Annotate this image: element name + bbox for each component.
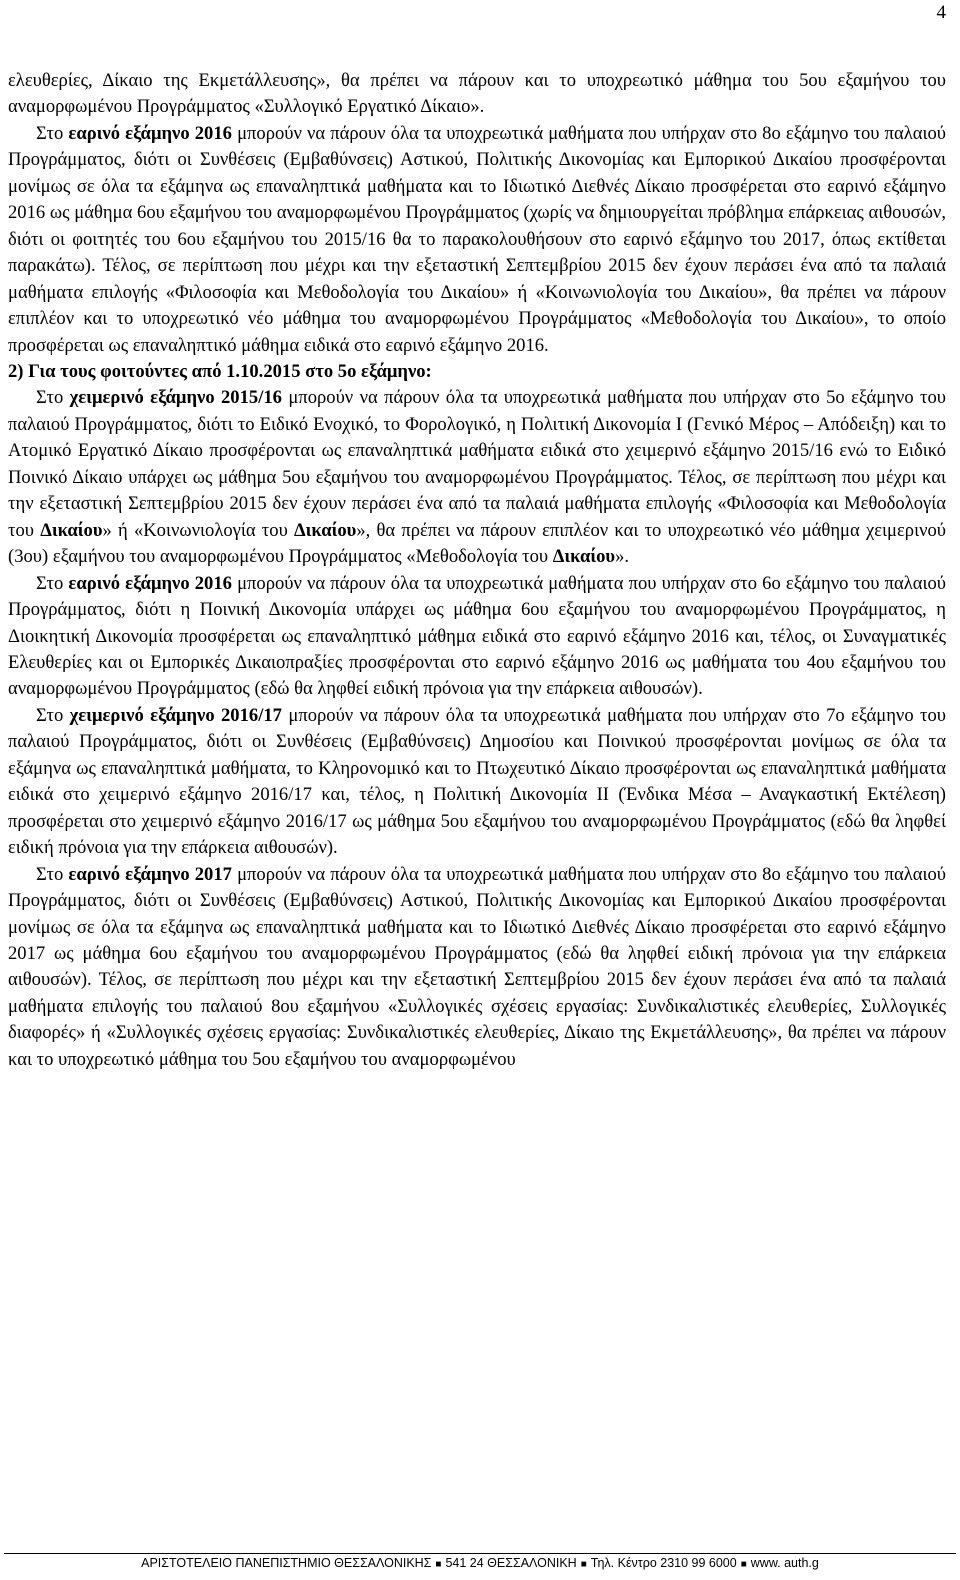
bold-text: Δικαίου [552, 546, 616, 568]
text-run: Στο [36, 863, 69, 885]
paragraph [8, 121, 946, 359]
paragraph [8, 385, 946, 570]
footer-website: www. auth.g [750, 1556, 819, 1570]
text-run: μπορούν να πάρουν όλα τα υποχρεωτικά μαθήματα που υπήρχαν στο 6ο εξάμηνο του παλαιού Προγράμματος, διότι η Ποινική Δικονομία υπάρχει ως μάθημα 6ου εξαμήνου του αναμορφωμένου Προγράμματος, η Διοικητική Δικονομία προσφέρεται ως επαναληπτικό μάθημα ειδικά στο εαρινό εξάμηνο 2016 και, τέλος, οι Συναγματικές Ελευθερίες και οι Εμπορικές Δικαιοπραξίες προσφέρονται στο εαρινό εξάμηνο 2016 ως μαθήματα του 4ου εξαμήνου του αναμορφωμένου Προγράμματος (εδώ θα ληφθεί ειδική πρόνοια για την επάρκεια αιθουσών). [8, 572, 947, 700]
bold-text: χειμερινό εξάμηνο 2015/16 [69, 387, 282, 409]
page-number: 4 [936, 2, 946, 23]
footer-university: ΑΡΙΣΤΟΤΕΛΕΙΟ ΠΑΝΕΠΙΣΤΗΜΙΟ ΘΕΣΣΑΛΟΝΙΚΗΣ [141, 1556, 432, 1570]
square-bullet-icon: ■ [740, 1559, 747, 1570]
bold-text: Δικαίου [294, 519, 357, 541]
square-bullet-icon: ■ [580, 1559, 587, 1570]
document-body [8, 68, 946, 1073]
section-1-paragraphs [8, 68, 946, 359]
bold-text: Δικαίου [40, 519, 103, 541]
bold-text: χειμερινό εξάμηνο 2016/17 [69, 704, 282, 726]
text-run: Στο [36, 387, 70, 409]
text-run: μπορούν να πάρουν όλα τα υποχρεωτικά μαθήματα που υπήρχαν στο 7ο εξάμηνο του παλαιού Προγράμματος, διότι οι Συνθέσεις (Εμβαθύνσεις) Δημοσίου και Ποινικού προσφέρονται μονίμως σε όλα τα εξάμηνα ως επαναληπτικά μαθήματα, το Κληρονομικό και το Πτωχευτικό Δίκαιο προσφέρονται ως επαναληπτικά μαθήματα ειδικά στο χειμερινό εξάμηνο 2016/17 και, τέλος, η Πολιτική Δικονομία ΙΙ (Ένδικα Μέσα – Αναγκαστική Εκτέλεση) προσφέρεται στο χειμερινό εξάμηνο 2016/17 ως μάθημα 5ου εξαμήνου του αναμορφωμένου Προγράμματος (εδώ θα ληφθεί ειδική πρόνοια για την επάρκεια αιθουσών). [8, 704, 946, 859]
text-run: μπορούν να πάρουν όλα τα υποχρεωτικά μαθήματα που υπήρχαν στο 5ο εξάμηνο του παλαιού Προγράμματος, διότι το Ειδικό Ενοχικό, το Φορολογικό, η Πολιτική Δικονομία Ι (Γενικό Μέρος – Απόδειξη) και το Ατομικό Εργατικό Δίκαιο προσφέρονται ως επαναληπτικά μαθήματα ειδικά στο χειμερινό εξάμηνο 2015/16 ενώ το Ειδικό Ποινικό Δίκαιο υπάρχει ως μάθημα 5ου εξαμήνου του αναμορφωμένου Προγράμματος. Τέλος, σε περίπτωση που μέχρι και την εξεταστική Σεπτεμβρίου 2015 δεν έχουν περάσει ένα από τα παλαιά μαθήματα επιλογής «Φιλοσοφία και Μεθοδολογία του [8, 387, 946, 541]
text-run: Στο [36, 572, 69, 594]
text-run: μπορούν να πάρουν όλα τα υποχρεωτικά μαθήματα που υπήρχαν στο 8ο εξάμηνο του παλαιού Προγράμματος, διότι οι Συνθέσεις (Εμβαθύνσεις) Αστικού, Πολιτικής Δικονομίας και Εμπορικού Δικαίου προσφέρονται μονίμως σε όλα τα εξάμηνα ως επαναληπτικά μαθήματα και το Ιδιωτικό Διεθνές Δίκαιο προσφέρεται στο εαρινό εξάμηνο 2016 ως μάθημα 6ου εξαμήνου του αναμορφωμένου Προγράμματος (χωρίς να δημιουργείται πρόβλημα επάρκειας αιθουσών, διότι οι φοιτητές του 6ου εξαμήνου του 2015/16 θα το παρακολουθήσουν στο εαρινό εξάμηνο του 2017, όπως εκτίθεται παρακάτω). Τέλος, σε περίπτωση που μέχρι και την εξεταστική Σεπτεμβρίου 2015 δεν έχουν περάσει ένα από τα παλαιά μαθήματα επιλογής «Φιλοσοφία και Μεθοδολογία του Δικαίου» ή «Κοινωνιολογία του Δικαίου», θα πρέπει να πάρουν επιπλέον και το υποχρεωτικό νέο μάθημα του αναμορφωμένου Προγράμματος «Μεθοδολογία του Δικαίου», το οποίο προσφέρεται ως επαναληπτικό μάθημα ειδικά στο εαρινό εξάμηνο 2016. [8, 122, 947, 356]
text-run: ». [615, 546, 630, 568]
paragraph [8, 703, 946, 862]
square-bullet-icon: ■ [435, 1559, 442, 1570]
text-run: » ή «Κοινωνιολογία του [102, 519, 294, 541]
bold-text: εαρινό εξάμηνο 2016 [68, 122, 232, 144]
text-run: ελευθερίες, Δίκαιο της Εκμετάλλευσης», θα πρέπει να πάρουν και το υποχρεωτικό μάθημα του 5ου εξαμήνου του αναμορφωμένου Προγράμματος «Συλλογικό Εργατικό Δίκαιο». [8, 70, 946, 118]
text-run: Στο [36, 122, 69, 144]
bold-text: εαρινό εξάμηνο 2017 [68, 863, 232, 885]
paragraph [8, 571, 946, 703]
section-2-paragraphs [8, 385, 946, 1073]
footer-divider [4, 1553, 956, 1554]
paragraph [8, 862, 946, 1074]
page-footer [0, 1556, 960, 1570]
section-heading: 2) Για τους φοιτούντες από 1.10.2015 στο 5ο εξάμηνο: [8, 360, 432, 382]
text-run: μπορούν να πάρουν όλα τα υποχρεωτικά μαθήματα που υπήρχαν στο 8ο εξάμηνο του παλαιού Προγράμματος, διότι οι Συνθέσεις (Εμβαθύνσεις) Αστικού, Πολιτικής Δικονομίας και Εμπορικού Δικαίου προσφέρονται μονίμως σε όλα τα εξάμηνα ως επαναληπτικά μαθήματα και το Ιδιωτικό Διεθνές Δίκαιο προσφέρεται στο εαρινό εξάμηνο 2017 ως μάθημα 6ου εξαμήνου του αναμορφωμένου Προγράμματος (εδώ θα ληφθεί ειδική πρόνοια για την επάρκεια αιθουσών). Τέλος, σε περίπτωση που μέχρι και την εξεταστική Σεπτεμβρίου 2015 δεν έχουν περάσει ένα από τα παλαιά μαθήματα επιλογής του παλαιού 8ου εξαμήνου «Συλλογικές σχέσεις εργασίας: Συνδικαλιστικές ελευθερίες, Συλλογικές διαφορές» ή «Συλλογικές σχέσεις εργασίας: Συνδικαλιστικές ελευθερίες, Δίκαιο της Εκμετάλλευσης», θα πρέπει να πάρουν και το υποχρεωτικό μάθημα του 5ου εξαμήνου του αναμορφωμένου [8, 863, 947, 1070]
bold-text: εαρινό εξάμηνο 2016 [68, 572, 232, 594]
text-run: Στο [36, 704, 70, 726]
footer-postal-address: 541 24 ΘΕΣΣΑΛΟΝΙΚΗ [445, 1556, 577, 1570]
paragraph [8, 68, 946, 121]
text-run: », θα πρέπει να πάρουν επιπλέον και το υποχρεωτικό νέο μάθημα χειμερινού (3ου) εξαμήνου του αναμορφωμένου Προγράμματος «Μεθοδολογία του [8, 519, 946, 568]
footer-phone: Τηλ. Κέντρο 2310 99 6000 [590, 1556, 737, 1570]
